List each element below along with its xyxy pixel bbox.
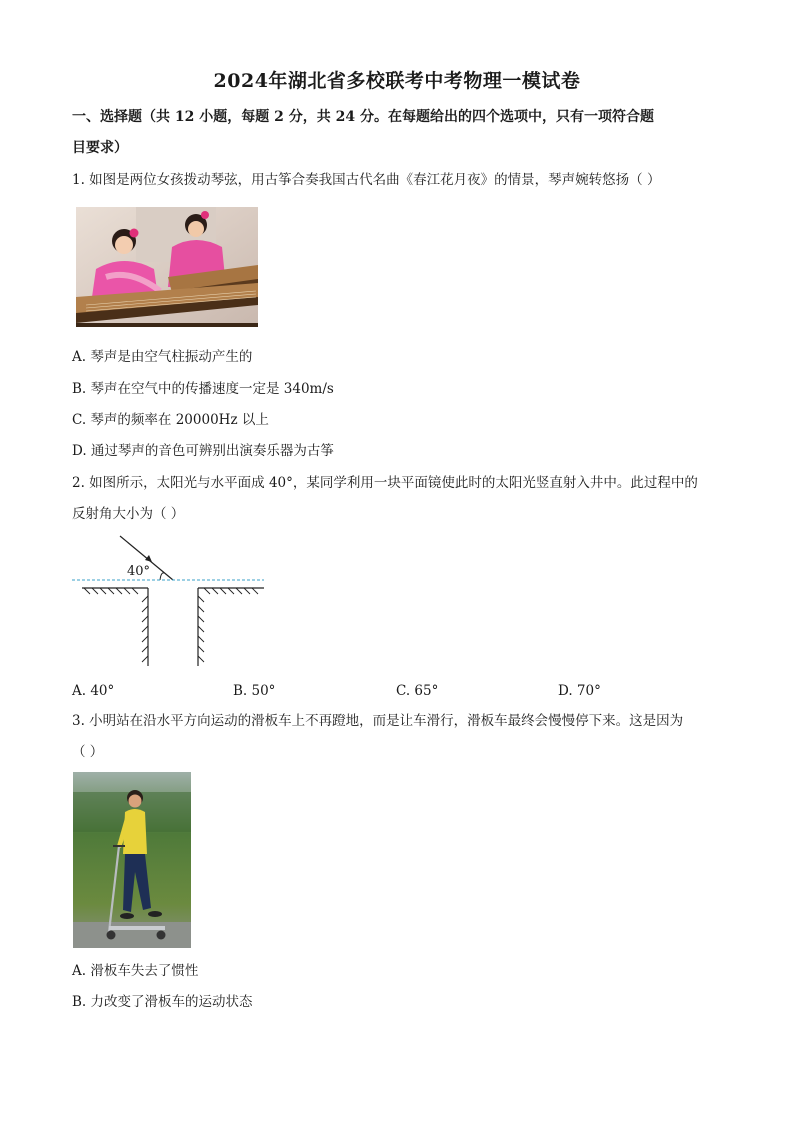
question-2-stem-line1: 2. 如图所示，太阳光与水平面成 40°，某同学利用一块平面镜使此时的太阳光竖直射入井中。此过程中的 bbox=[72, 475, 698, 491]
q1-option-c: C. 琴声的频率在 20000Hz 以上 bbox=[72, 412, 269, 428]
question-3-stem-line2: （ ） bbox=[72, 744, 104, 760]
q2-option-d: D. 70° bbox=[558, 683, 601, 699]
angle-arc bbox=[160, 573, 164, 580]
q1-option-d: D. 通过琴声的音色可辨别出演奏乐器为古筝 bbox=[72, 443, 334, 459]
q2-option-a: A. 40° bbox=[72, 683, 115, 699]
q3-option-a: A. 滑板车失去了惯性 bbox=[72, 963, 199, 979]
q3-option-b: B. 力改变了滑板车的运动状态 bbox=[72, 994, 253, 1010]
page-title: 2024年湖北省多校联考中考物理一模试卷 bbox=[213, 70, 581, 92]
q2-option-b: B. 50° bbox=[233, 683, 276, 699]
section-heading-line2: 目要求） bbox=[72, 140, 128, 156]
ray-arrow-icon bbox=[145, 555, 152, 562]
section-heading-line1: 一、选择题（共 12 小题，每题 2 分，共 24 分。在每题给出的四个选项中，只有一项符合题 bbox=[72, 109, 654, 125]
q1-option-a: A. 琴声是由空气柱振动产生的 bbox=[72, 349, 253, 365]
q2-option-c: C. 65° bbox=[396, 683, 439, 699]
question-1-stem: 1. 如图是两位女孩拨动琴弦，用古筝合奏我国古代名曲《春江花月夜》的情景，琴声婉转悠扬（ ） bbox=[72, 172, 661, 188]
q1-option-b: B. 琴声在空气中的传播速度一定是 340m/s bbox=[72, 381, 334, 397]
angle-label: 40° bbox=[127, 564, 151, 579]
scooter-boy-photo bbox=[73, 772, 191, 948]
well-reflection-diagram bbox=[70, 532, 270, 672]
question-2-stem-line2: 反射角大小为（ ） bbox=[72, 506, 185, 522]
guzheng-photo bbox=[76, 207, 258, 327]
question-3-stem-line1: 3. 小明站在沿水平方向运动的滑板车上不再蹬地，而是让车滑行，滑板车最终会慢慢停下来。这是因为 bbox=[72, 713, 684, 729]
